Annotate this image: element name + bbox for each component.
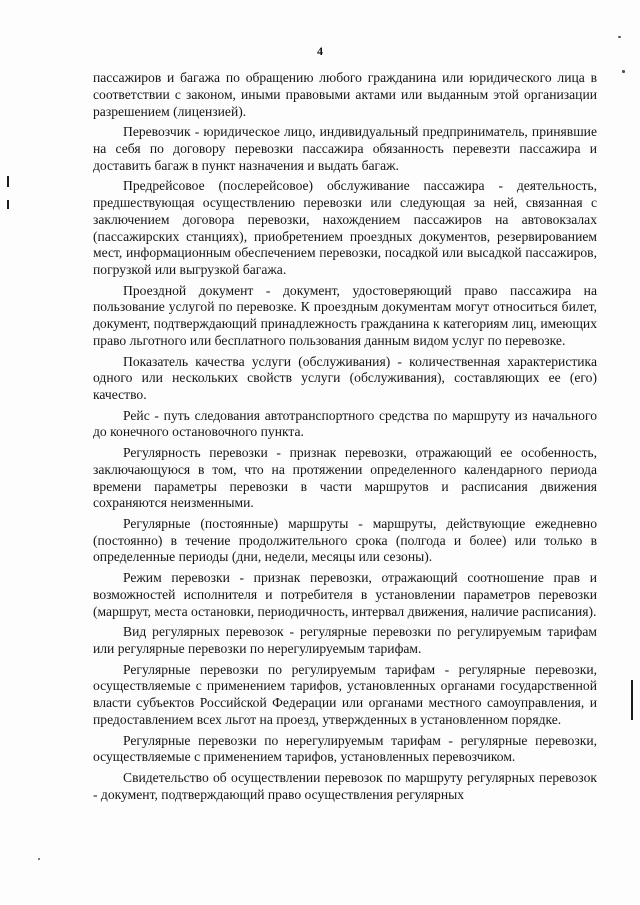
paragraph-quality-indicator-definition: Показатель качества услуги (обслуживания) - количественная характеристика одного или нескольких свойств услуги (обслуживания), составляющих ее (его) качество.: [93, 353, 597, 403]
paragraph-regular-routes-definition: Регулярные (постоянные) маршруты - маршруты, действующие ежедневно (постоянно) в течение продолжительного срока (полгода и более) или только в определенные периоды (дни, недели, месяцы или сезоны).: [93, 515, 597, 565]
document-body: [93, 70, 597, 803]
scan-dot: [38, 858, 40, 860]
page-number: 4: [317, 44, 323, 58]
paragraph-continuation: пассажиров и багажа по обращению любого гражданина или юридического лица в соответствии с законом, иными правовыми актами или выданным этой организации разрешением (лицензией).: [93, 70, 597, 119]
paragraph-transport-mode-definition: Режим перевозки - признак перевозки, отражающий соотношение прав и возможностей исполнителя и потребителя в установлении параметров перевозки (маршрут, места остановки, периодичность, интервал движения, наличие расписания).: [93, 570, 597, 619]
right-margin-mark: [631, 680, 633, 720]
paragraph-unregulated-tariffs-definition: Регулярные перевозки по нерегулируемым тарифам - регулярные перевозки, осуществляемые с применением тарифов, установленных перевозчиком.: [93, 732, 597, 765]
paragraph-carrier-definition: Перевозчик - юридическое лицо, индивидуальный предприниматель, принявшие на себя по договору перевозки пассажира обязанность перевезти пассажира и доставить багаж в пункт назначения и выдать багаж.: [93, 124, 597, 173]
paragraph-pre-trip-service-definition: Предрейсовое (послерейсовое) обслуживание пассажира - деятельность, предшествующая осуществлению перевозки или следующая за ней, связанная с заключением договора перевозки, нахождением пассажиров на автовокзалах (пассажирских станциях), приобретением проездных документов, резервированием мест, информационным обеспечением перевозки, посадкой или высадкой пассажиров, погрузкой или выгрузкой багажа.: [93, 178, 597, 278]
scan-dot: [622, 70, 625, 73]
left-margin-mark: [7, 200, 9, 209]
left-margin-mark: [7, 176, 9, 187]
paragraph-regulated-tariffs-definition: Регулярные перевозки по регулируемым тарифам - регулярные перевозки, осуществляемые с применением тарифов, установленных органами государственной власти субъектов Российской Федерации или органами местного самоуправления, и предоставлением всех льгот на проезд, утвержденных в установленном порядке.: [93, 661, 597, 727]
paragraph-trip-definition: Рейс - путь следования автотранспортного средства по маршруту из начального до конечного остановочного пункта.: [93, 407, 597, 440]
paragraph-regular-transport-type-definition: Вид регулярных перевозок - регулярные перевозки по регулируемым тарифам или регулярные перевозки по нерегулируемым тарифам.: [93, 624, 597, 657]
paragraph-route-certificate-definition: Свидетельство об осуществлении перевозок по маршруту регулярных перевозок - документ, подтверждающий право осуществления регулярных: [93, 769, 597, 802]
scan-dot: [618, 36, 621, 38]
paragraph-travel-document-definition: Проездной документ - документ, удостоверяющий право пассажира на пользование услугой по перевозке. К проездным документам могут относиться билет, документ, подтверждающий принадлежность гражданина к категориям лиц, имеющих право льготного или бесплатного пользования данным видом услуг по перевозке.: [93, 282, 597, 348]
paragraph-regularity-definition: Регулярность перевозки - признак перевозки, отражающий ее особенность, заключающуюся в том, что на протяжении определенного календарного периода времени параметры перевозки в части маршрутов и расписания движения сохраняются неизменными.: [93, 445, 597, 511]
